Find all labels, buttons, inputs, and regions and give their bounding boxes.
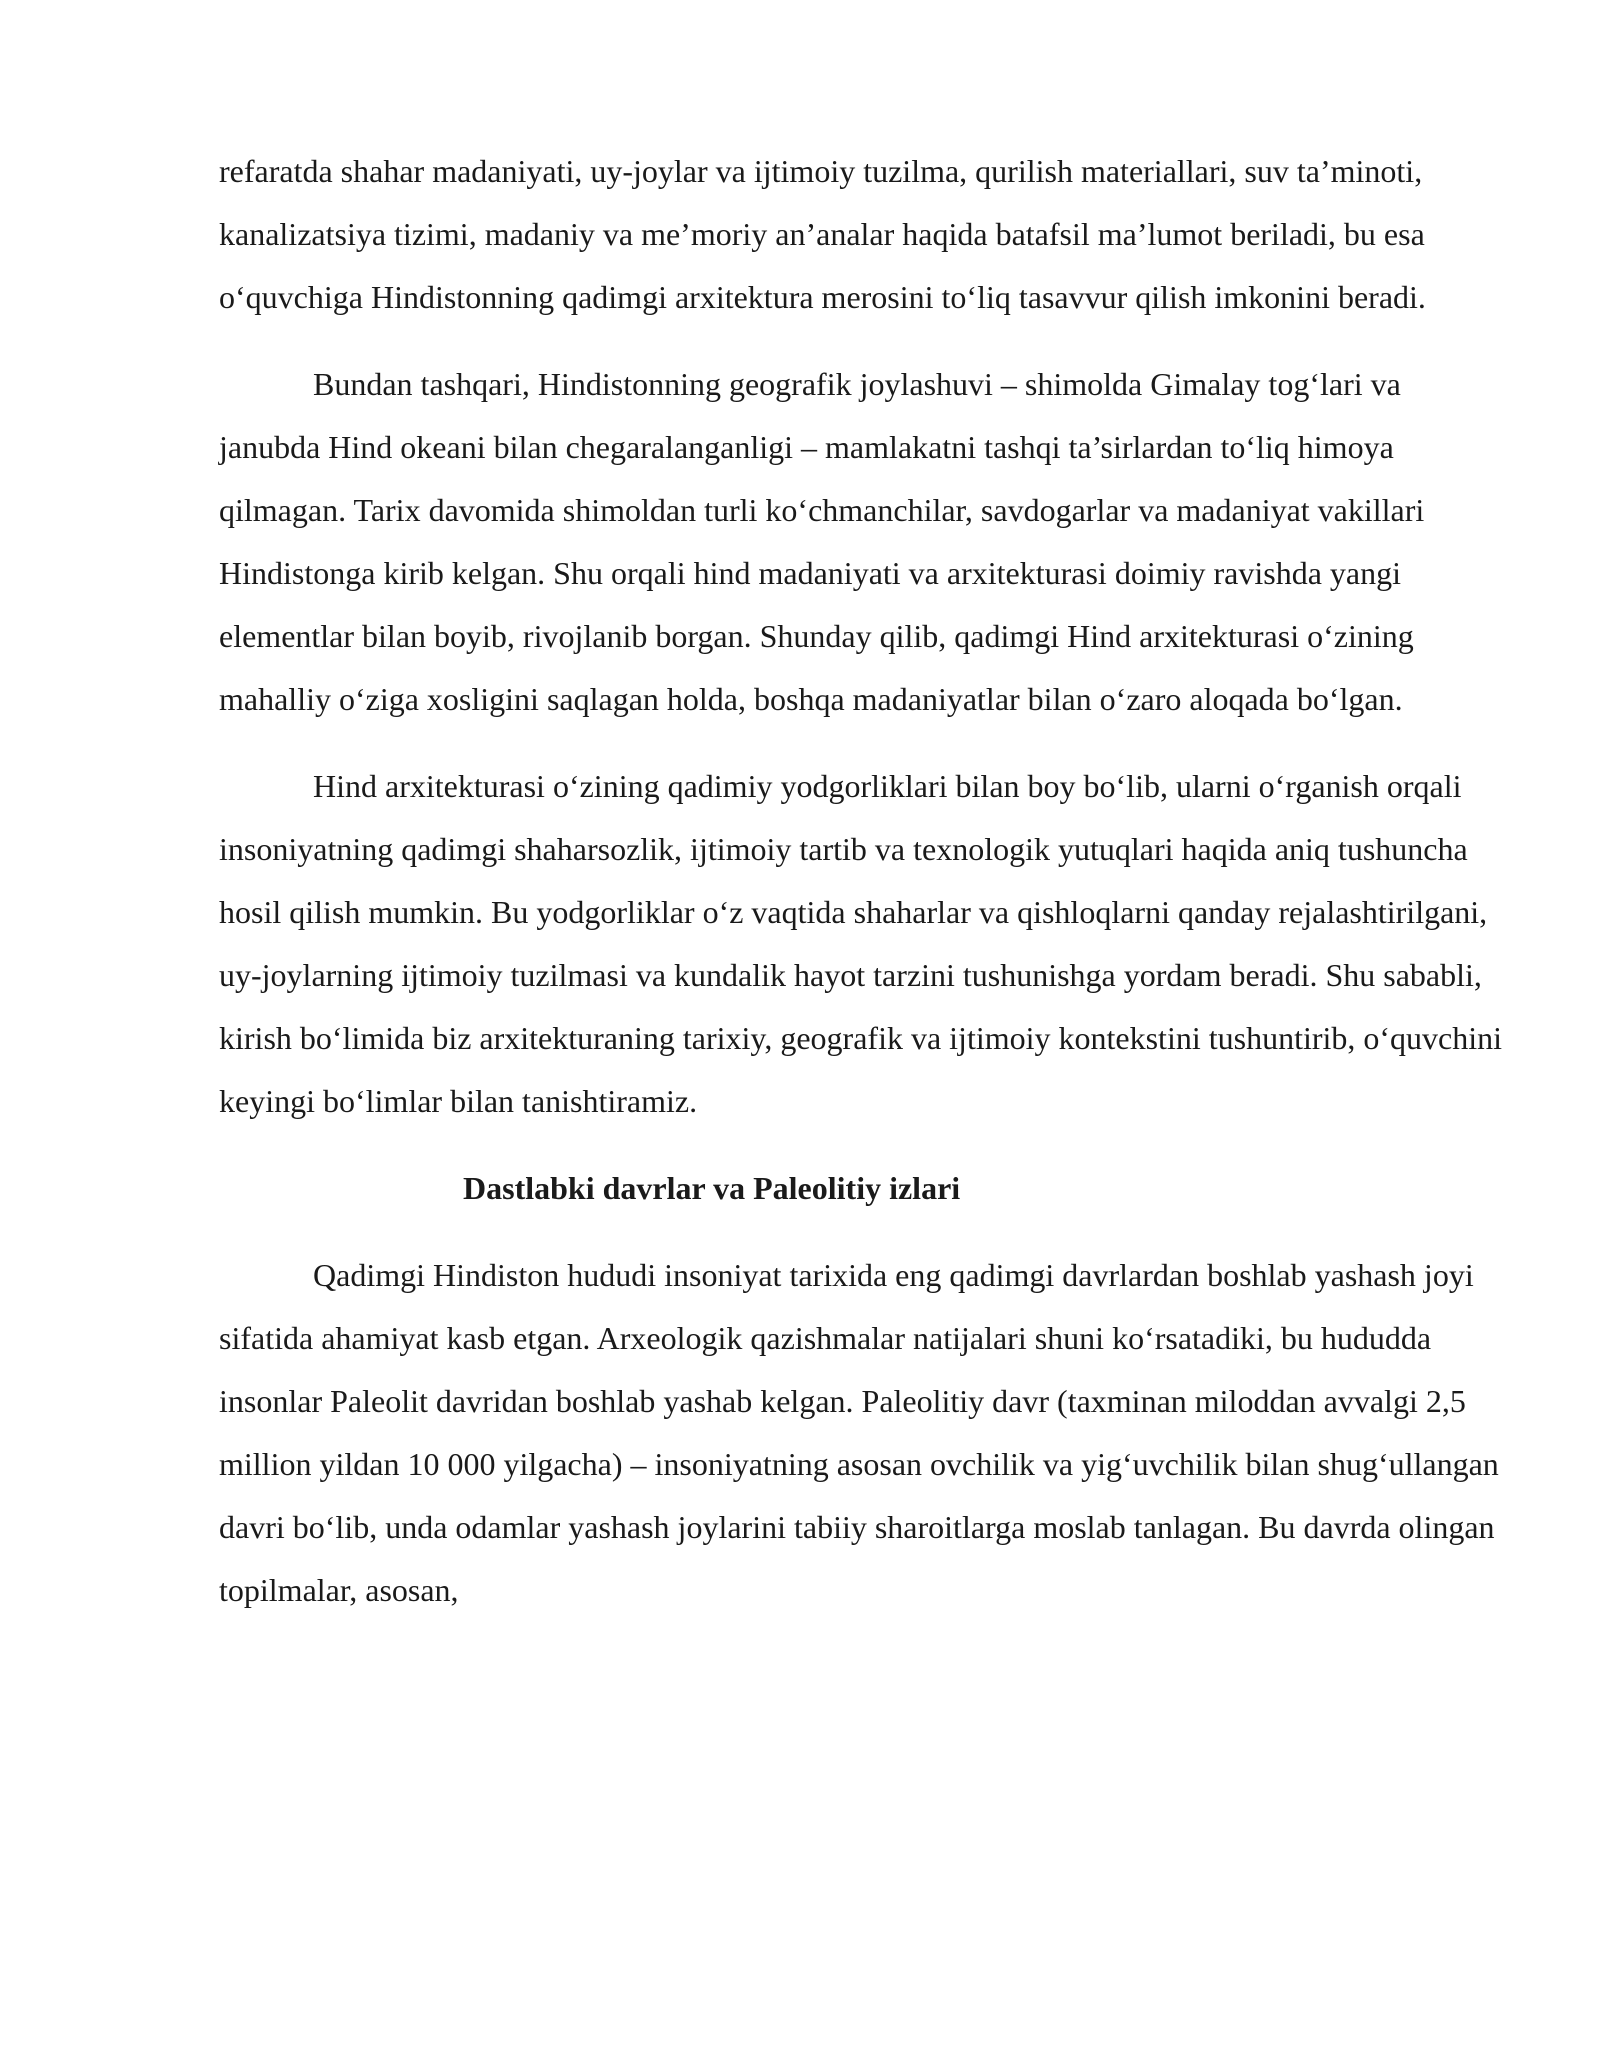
document-body bbox=[219, 140, 1509, 1622]
paragraph-4: Qadimgi Hindiston hududi insoniyat tarixida eng qadimgi davrlardan boshlab yashash joyi sifatida ahamiyat kasb etgan. Arxeologik qazishmalar natijalari shuni ko‘rsatadiki, bu hududda insonlar Paleolit davridan boshlab yashab kelgan. Paleolitiy davr (taxminan miloddan avvalgi 2,5 million yildan 10 000 yilgacha) – insoniyatning asosan ovchilik va yig‘uvchilik bilan shug‘ullangan davri bo‘lib, unda odamlar yashash joylarini tabiiy sharoitlarga moslab tanlagan. Bu davrda olingan topilmalar, asosan, bbox=[219, 1257, 1499, 1608]
paragraph-3: Hind arxitekturasi o‘zining qadimiy yodgorliklari bilan boy bo‘lib, ularni o‘rganish orqali insoniyatning qadimgi shaharsozlik, ijtimoiy tartib va texnologik yutuqlari haqida aniq tushuncha hosil qilish mumkin. Bu yodgorliklar o‘z vaqtida shaharlar va qishloqlarni qanday rejalashtirilgani, uy-joylarning ijtimoiy tuzilmasi va kundalik hayot tarzini tushunishga yordam beradi. Shu sababli, kirish bo‘limida biz arxitekturaning tarixiy, geografik va ijtimoiy kontekstini tushuntirib, o‘quvchini keyingi bo‘limlar bilan tanishtiramiz. bbox=[219, 768, 1503, 1119]
section-heading: Dastlabki davrlar va Paleolitiy izlari bbox=[463, 1170, 961, 1206]
paragraph-1: refaratda shahar madaniyati, uy-joylar va ijtimoiy tuzilma, qurilish materiallari, suv ta’minoti, kanalizatsiya tizimi, madaniy va me’moriy an’analar haqida batafsil ma’lumot beriladi, bu esa o‘quvchiga Hindistonning qadimgi arxitektura merosini to‘liq tasavvur qilish imkonini beradi. bbox=[219, 153, 1426, 315]
paragraph-2: Bundan tashqari, Hindistonning geografik joylashuvi – shimolda Gimalay tog‘lari va janubda Hind okeani bilan chegaralanganligi – mamlakatni tashqi ta’sirlardan to‘liq himoya qilmagan. Tarix davomida shimoldan turli ko‘chmanchilar, savdogarlar va madaniyat vakillari Hindistonga kirib kelgan. Shu orqali hind madaniyati va arxitekturasi doimiy ravishda yangi elementlar bilan boyib, rivojlanib borgan. Shunday qilib, qadimgi Hind arxitekturasi o‘zining mahalliy o‘ziga xosligini saqlagan holda, boshqa madaniyatlar bilan o‘zaro aloqada bo‘lgan. bbox=[219, 366, 1425, 717]
